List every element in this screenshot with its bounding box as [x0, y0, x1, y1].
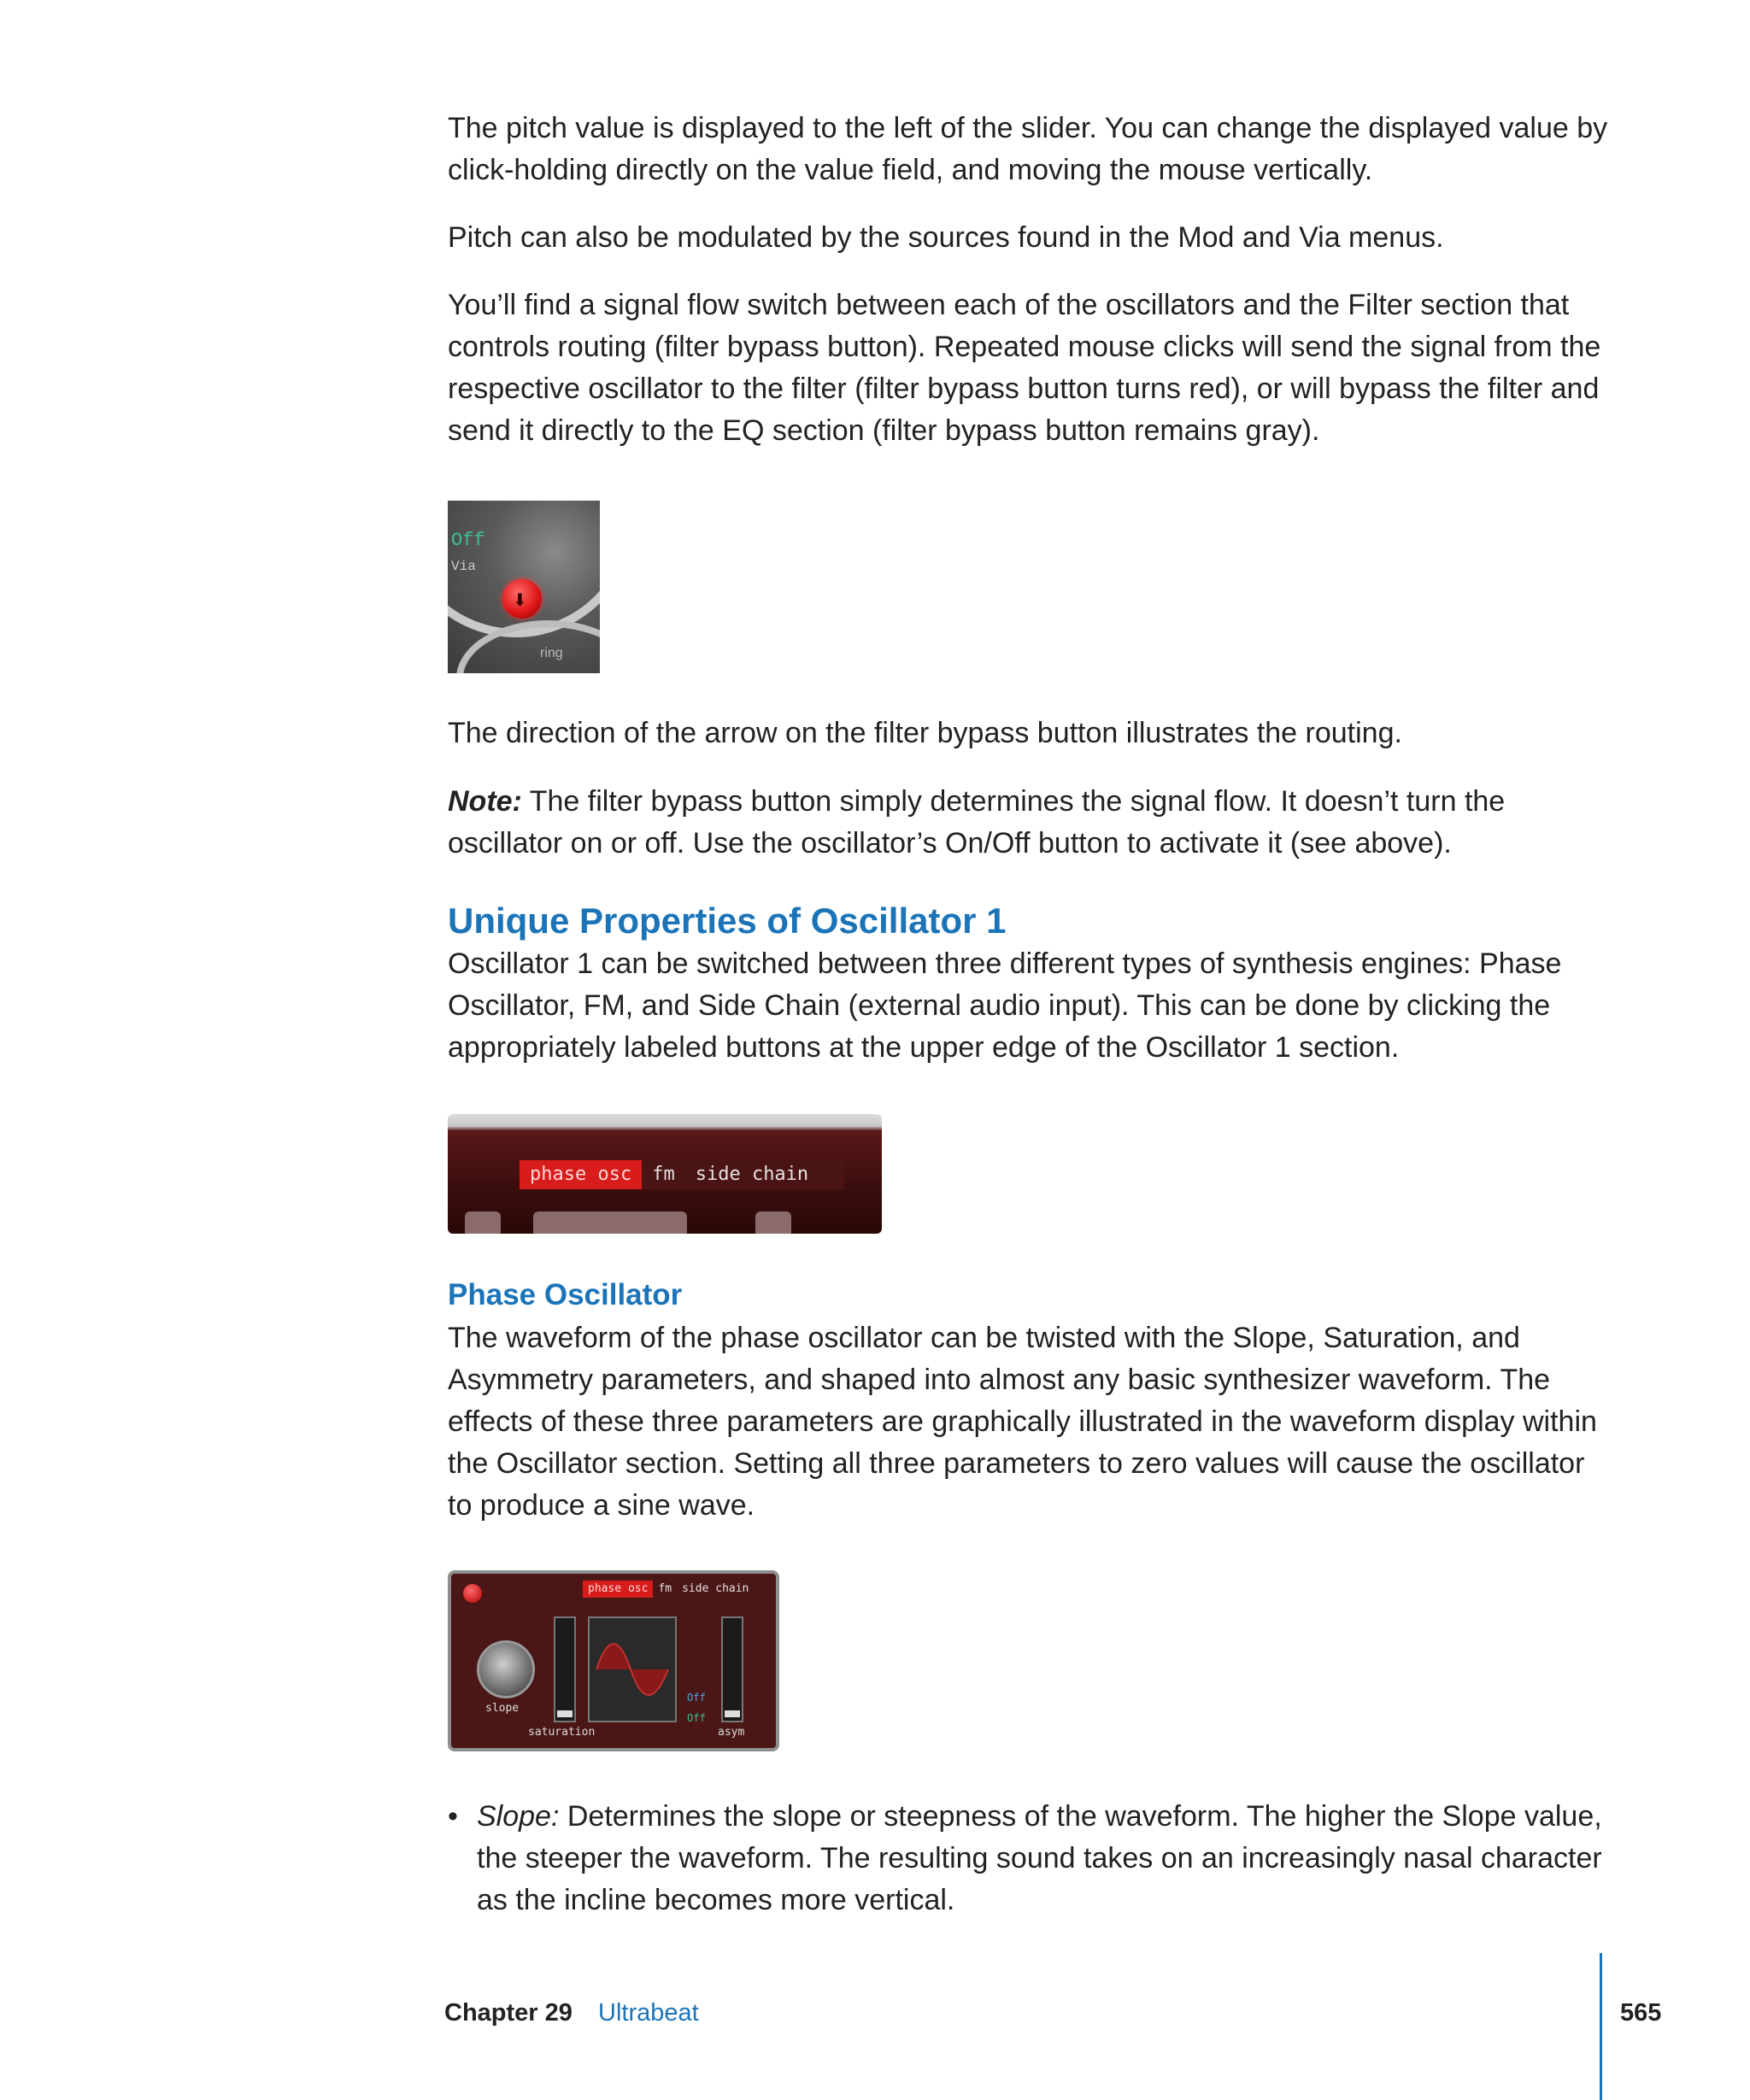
paragraph-pitch-mod	[448, 217, 1610, 259]
tab-fm[interactable]: fm	[658, 1582, 672, 1595]
bullet-description: Determines the slope or steepness of the waveform. The higher the Slope value, the steeper the waveform. The resulting sound takes on an increasingly nasal character as the incline becomes more vertical.	[477, 1800, 1602, 1916]
control-button	[755, 1211, 791, 1234]
slider-thumb[interactable]	[725, 1710, 740, 1717]
power-icon[interactable]	[463, 1584, 482, 1603]
saturation-label: saturation	[528, 1726, 596, 1739]
slope-label: slope	[485, 1702, 520, 1715]
arrow-down-icon: ⬇	[513, 591, 527, 610]
tab-side-chain[interactable]: side chain	[682, 1582, 749, 1595]
tab-fm[interactable]: fm	[652, 1164, 675, 1185]
page-number: 565	[1620, 1999, 1662, 2027]
paragraph-phase-oscillator	[448, 1317, 1610, 1527]
waveform-display	[588, 1616, 677, 1722]
slider-thumb[interactable]	[557, 1710, 573, 1717]
body-text: You’ll find a signal flow switch between each of the oscillators and the Filter section that controls routing (filter bypass button). Repeated mouse clicks will send the signal from the respective oscillator to the filter (filter bypass button turns red), or will bypass the filter and send it directly to the EQ section (filter bypass button remains gray).	[448, 289, 1601, 447]
tab-side-chain[interactable]: side chain	[695, 1164, 809, 1185]
note-label: Note:	[448, 785, 522, 818]
section-heading: Unique Properties of Oscillator 1	[448, 900, 1007, 941]
asym-label: asym	[718, 1726, 745, 1739]
paragraph-arrow-direction	[448, 713, 1610, 754]
note	[448, 781, 1610, 865]
mod-off-value[interactable]: Off	[687, 1692, 706, 1704]
tab-phase-osc[interactable]: phase osc	[520, 1160, 642, 1189]
via-label: Via	[451, 559, 476, 574]
footer-chapter: Chapter 29	[444, 1999, 573, 2027]
paragraph-oscillator-types	[448, 943, 1610, 1069]
subsection-heading: Phase Oscillator	[448, 1278, 683, 1311]
filter-bypass-figure	[448, 501, 600, 673]
body-text: The waveform of the phase oscillator can be twisted with the Slope, Saturation, and Asymmetry parameters, and shaped into almost any basic synthesizer waveform. The effects of these three parameters are graphically illustrated in the waveform display within the Oscillator section. Setting all three parameters to zero values will cause the oscillator to produce a sine wave.	[448, 1322, 1597, 1522]
body-text: The direction of the arrow on the filter bypass button illustrates the routing.	[448, 717, 1402, 749]
via-off-label: Off	[451, 530, 485, 551]
body-text: The pitch value is displayed to the left of the slider. You can change the displayed value by click-holding directly on the value field, and moving the mouse vertically.	[448, 112, 1608, 186]
bullet-text	[477, 1796, 1622, 1921]
slope-knob[interactable]	[477, 1640, 535, 1698]
paragraph-signal-flow	[448, 284, 1610, 452]
bullet-term: Slope:	[477, 1800, 560, 1833]
sine-wave-icon	[590, 1618, 675, 1721]
footer-section: Ultrabeat	[598, 1999, 699, 2027]
paragraph-pitch-value	[448, 108, 1610, 191]
tab-bar	[520, 1160, 819, 1189]
phase-oscillator-panel-figure	[448, 1570, 779, 1751]
footer-divider	[1600, 1953, 1602, 2100]
saturation-slider[interactable]	[554, 1616, 576, 1722]
control-field	[533, 1211, 687, 1234]
section-unique-properties	[448, 899, 1610, 943]
asym-slider[interactable]	[721, 1616, 743, 1722]
via-off-value[interactable]: Off	[687, 1712, 706, 1724]
control-button	[465, 1211, 501, 1234]
ring-label: ring	[540, 646, 563, 660]
body-text: Oscillator 1 can be switched between three different types of synthesis engines: Phase Oscillator, FM, and Side Chain (external audio input). This can be done by clicking the appropriately labeled buttons at the upper edge of the Oscillator 1 section.	[448, 947, 1562, 1064]
note-body: The filter bypass button simply determines the signal flow. It doesn’t turn the oscillator on or off. Use the oscillator’s On/Off button to activate it (see above).	[448, 785, 1506, 859]
subsection-phase-oscillator	[448, 1276, 1610, 1314]
note-text	[448, 781, 1610, 865]
body-text: Pitch can also be modulated by the sources found in the Mod and Via menus.	[448, 221, 1444, 254]
tab-bar	[583, 1581, 754, 1598]
bullet-dot: •	[448, 1800, 458, 1833]
tab-phase-osc[interactable]: phase osc	[583, 1581, 653, 1598]
oscillator-type-tabs-figure	[448, 1114, 882, 1234]
